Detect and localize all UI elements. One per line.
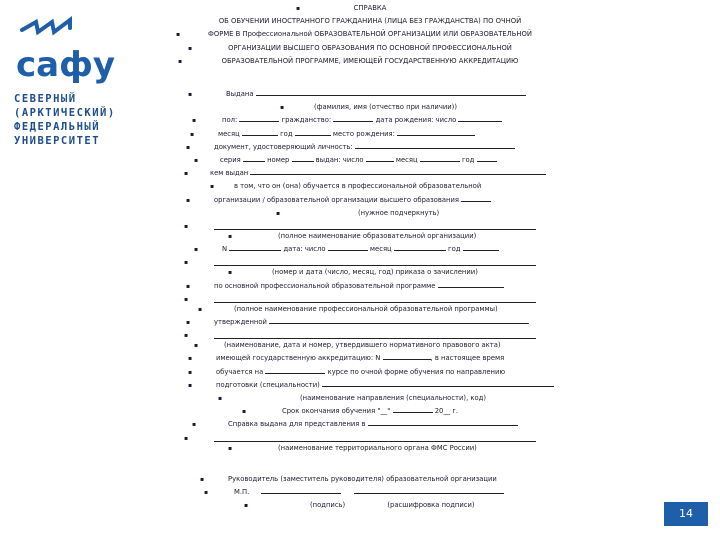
birth-day-field[interactable]	[458, 114, 502, 122]
underline-hint-row: ▪ (нужное подчеркнуть)	[276, 208, 440, 217]
program-field[interactable]	[438, 280, 504, 288]
issued-row: ▪ Выдана	[180, 88, 560, 101]
org-name-field[interactable]	[214, 220, 536, 230]
birth-month-field[interactable]	[242, 128, 278, 136]
head-row: ▪ Руководитель (заместитель руководителя) образовательной организации	[200, 474, 497, 483]
specialty-row: ▪ подготовки (специальности)	[180, 379, 560, 392]
program-hint-row: ▪ (полное наименование профессиональной образовательной программы)	[198, 304, 498, 313]
program-name-field[interactable]	[214, 293, 536, 303]
logo-text: сафу	[16, 45, 115, 85]
fio-hint-row: ▪ (фамилия, имя (отчество при наличии))	[280, 103, 457, 112]
approved-field[interactable]	[269, 316, 529, 324]
accreditation-row: ▪ имеющей государственную аккредитацию: N , в настоящее время	[188, 354, 505, 363]
fms-hint-row: ▪ (наименование территориального органа ФМС России)	[228, 443, 477, 452]
org-hint-row: ▪ (полное наименование образовательной организации)	[228, 232, 477, 241]
heading-line: ОБ ОБУЧЕНИИ ИНОСТРАННОГО ГРАЖДАНИНА (ЛИЦА БЕЗ ГРАЖДАНСТВА) ПО ОЧНОЙ	[218, 17, 522, 26]
issued-year-field[interactable]	[477, 154, 497, 162]
university-line: УНИВЕРСИТЕТ	[14, 135, 101, 147]
issued-month-field[interactable]	[420, 154, 460, 162]
by-whom-row: ▪ кем выдан	[180, 167, 560, 180]
sex-field[interactable]	[239, 114, 279, 122]
program-row: ▪ по основной профессиональной образовательной программе	[180, 280, 560, 293]
transcript-field[interactable]	[354, 486, 504, 494]
end-row: ▪ Срок окончания обучения "__" 20__ г.	[242, 407, 459, 416]
end-month-field[interactable]	[393, 405, 433, 413]
id-doc-row: ▪ документ, удостоверяющий личность:	[180, 141, 560, 154]
purpose-row: ▪ Справка выдана для представления в	[180, 418, 560, 431]
approved-row: ▪ утвержденной	[180, 316, 560, 329]
signature-field[interactable]	[261, 486, 341, 494]
citizenship-field[interactable]	[333, 114, 373, 122]
heading-line: ▪ ОРГАНИЗАЦИИ ВЫСШЕГО ОБРАЗОВАНИЯ ПО ОСНОВНОЙ ПРОФЕССИОНАЛЬНОЙ	[188, 43, 512, 52]
by-whom-field[interactable]	[250, 167, 546, 175]
heading-title: СПРАВКА	[353, 4, 387, 12]
sidebar	[0, 0, 116, 540]
birth-row: ▪ месяц год место рождения:	[180, 128, 560, 141]
signature-hint-row: ▪ (подпись) (расшифровка подписи)	[244, 501, 475, 510]
order-line-row: ▪	[180, 256, 560, 266]
mp-row: ▪ М.П.	[180, 486, 560, 499]
birthplace-field[interactable]	[397, 128, 475, 136]
normative-act-field[interactable]	[214, 329, 536, 339]
heading-line: ▪ ОБРАЗОВАТЕЛЬНОЙ ПРОГРАММЕ, ИМЕЮЩЕЙ ГОСУДАРСТВЕННУЮ АККРЕДИТАЦИЮ	[178, 56, 519, 65]
order-day-field[interactable]	[328, 243, 368, 251]
series-field[interactable]	[243, 154, 265, 162]
order-details-field[interactable]	[214, 256, 536, 266]
fio-field[interactable]	[256, 88, 526, 96]
specialty-hint-row: ▪ (наименование направления (специальности), код)	[218, 394, 487, 403]
fms-field[interactable]	[214, 432, 536, 442]
id-doc-field[interactable]	[355, 141, 515, 149]
specialty-field[interactable]	[322, 379, 554, 387]
safu-logo	[14, 18, 115, 85]
accreditation-field[interactable]	[383, 352, 431, 360]
number-field[interactable]	[292, 154, 314, 162]
issued-day-field[interactable]	[366, 154, 394, 162]
order-year-field[interactable]	[463, 243, 499, 251]
normative-hint-row: ▪ (наименование, дата и номер, утвердившего нормативного правового акта)	[194, 341, 501, 350]
order-number-field[interactable]	[229, 243, 281, 251]
heading-line: ▪ ФОРМЕ В Профессиональной ОБРАЗОВАТЕЛЬНОЙ ОРГАНИЗАЦИИ ИЛИ ОБРАЗОВАТЕЛЬНОЙ	[176, 30, 532, 39]
certificate-form	[176, 0, 560, 513]
university-name	[14, 92, 116, 148]
course-row: ▪ обучается на курсе по очной форме обучения по направлению	[188, 367, 506, 376]
purpose-field[interactable]	[368, 418, 518, 426]
normative-line-row: ▪	[180, 329, 560, 339]
university-line: СЕВЕРНЫЙ	[14, 93, 77, 105]
study-row-1: ▪ в том, что он (она) обучается в профессиональной образовательной	[210, 182, 482, 191]
order-row: ▪ N дата: число месяц год	[180, 243, 560, 256]
birth-year-field[interactable]	[295, 128, 331, 136]
study-row-2: ▪ организации / образовательной организации высшего образования	[180, 194, 560, 207]
university-line: ФЕДЕРАЛЬНЫЙ	[14, 121, 101, 133]
course-field[interactable]	[265, 366, 325, 374]
order-month-field[interactable]	[394, 243, 446, 251]
program-line-row: ▪	[180, 293, 560, 303]
series-row: ▪ серия номер выдан: число месяц год	[180, 154, 560, 167]
org-name-row: ▪	[180, 220, 560, 230]
heading-title-line: ▪ СПРАВКА	[296, 4, 387, 12]
page-number: 14	[664, 502, 708, 526]
org-type-field[interactable]	[461, 194, 491, 202]
sex-row: ▪ пол: гражданство: дата рождения: число	[180, 114, 560, 127]
university-line: (АРКТИЧЕСКИЙ)	[14, 107, 116, 119]
fms-line-row: ▪	[180, 432, 560, 442]
enrollment-hint-row: ▪ (номер и дата (число, месяц, год) приказа о зачислении)	[228, 268, 478, 277]
logo-wave	[22, 20, 70, 32]
